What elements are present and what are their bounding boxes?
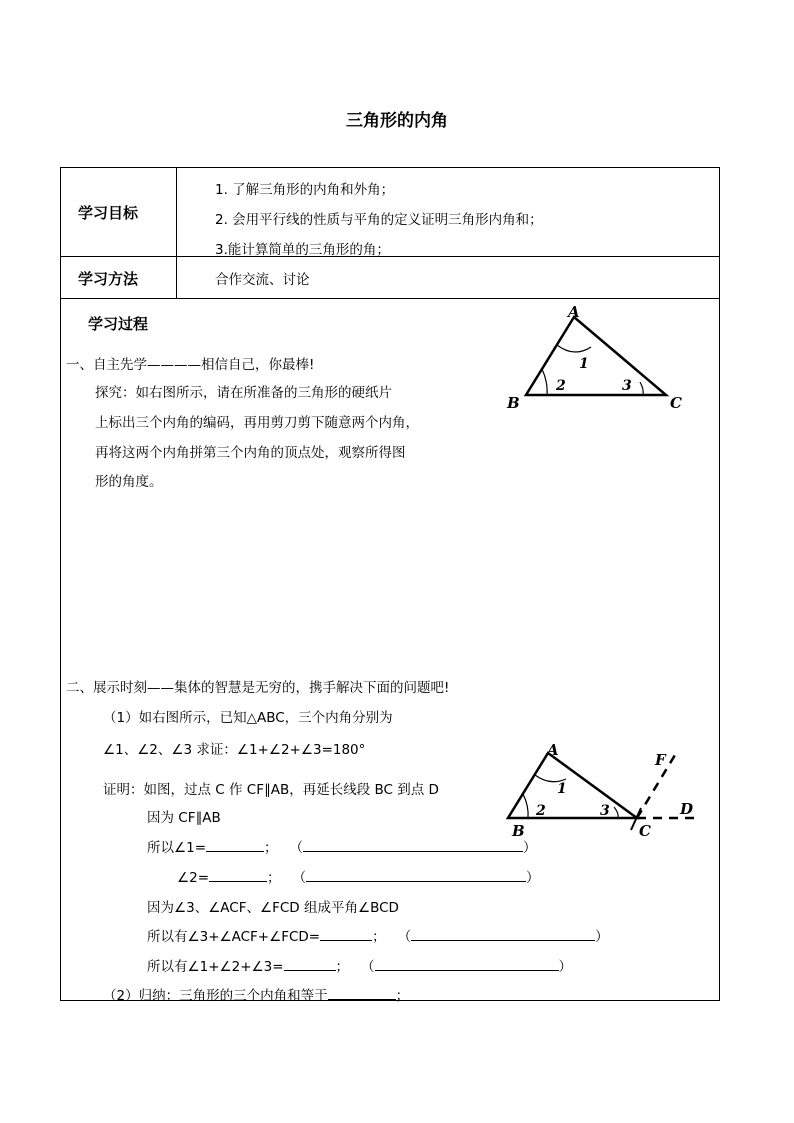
semicolon: ； [395,988,410,1004]
question-1: （1）如右图所示，已知△ABC，三个内角分别为 [103,710,393,726]
reason-blank[interactable] [306,881,526,882]
answer-blank[interactable] [206,851,264,852]
angle-label-1: 1 [579,356,589,372]
angle-arc-1 [557,345,591,352]
paren-open: （ [397,929,412,945]
proof-step-4-text: 所以有∠1+∠2+∠3= [147,959,284,975]
page-title: 三角形的内角 [346,111,448,131]
paren-close: ） [595,929,609,945]
angle-arc-3 [614,807,618,818]
part2-title: 二、展示时刻——集体的智慧是无穷的，携手解决下面的问题吧! [66,680,450,696]
goal-item: 3.能计算简单的三角形的角； [215,242,390,258]
row-divider [61,298,719,299]
angle-arc-3 [640,382,643,395]
proof-step-4 [147,955,572,975]
question-1-statement: ∠1、∠2、∠3 求证：∠1+∠2+∠3=180° [103,742,366,758]
answer-blank[interactable] [209,881,267,882]
goal-item: 2. 会用平行线的性质与平角的定义证明三角形内角和； [215,212,543,228]
angle-label-2: 2 [536,803,546,819]
proof-intro: 证明：如图，过点 C 作 CF∥AB，再延长线段 BC 到点 D [103,782,439,798]
vertex-label-b: B [512,822,525,840]
column-divider [176,168,177,298]
proof-step-2 [177,866,540,886]
vertex-label-c: C [639,822,651,840]
triangle-figure-1 [500,300,700,415]
paren-close: ） [558,959,573,975]
angle-label-2: 2 [556,378,566,394]
part1-line: 上标出三个内角的编码，再用剪刀剪下随意两个内角， [95,415,419,431]
proof-because-1: 因为 CF∥AB [147,810,221,826]
answer-blank[interactable] [284,970,336,971]
semicolon: ； [372,929,386,945]
semicolon: ； [335,959,350,975]
paren-close: ） [526,870,540,886]
proof-step-2-text: ∠2= [177,870,210,886]
vertex-label-a: A [547,741,559,759]
part1-line: 形的角度。 [95,474,163,490]
proof-step-1-text: 所以∠1= [147,840,207,856]
reason-blank[interactable] [375,970,559,971]
part1-line: 再将这两个内角拼第三个内角的顶点处，观察所得图 [95,445,406,461]
row-divider [61,256,719,257]
paren-open: （ [361,959,375,975]
method-label: 学习方法 [78,270,139,288]
vertex-label-b: B [507,394,520,412]
angle-label-3: 3 [622,378,632,394]
answer-blank[interactable] [320,940,372,941]
angle-arc-2 [542,369,547,395]
proof-step-1 [147,836,537,856]
reason-blank[interactable] [303,851,523,852]
point-label-d: D [680,800,694,818]
goals-label: 学习目标 [78,204,139,222]
semicolon: ； [267,870,281,886]
part1-title: 一、自主先学————相信自己，你最棒! [66,357,315,373]
answer-blank[interactable] [328,999,396,1000]
goal-item: 1. 了解三角形的内角和外角； [215,182,395,198]
semicolon: ； [264,840,278,856]
question-2 [103,984,409,1004]
angle-arc-2 [523,794,528,818]
proof-step-3-text: 所以有∠3+∠ACF+∠FCD= [147,929,321,945]
vertex-label-c: C [670,394,682,412]
method-value: 合作交流、讨论 [215,272,310,288]
process-heading: 学习过程 [88,315,149,333]
point-label-f: F [655,751,666,769]
angle-label-3: 3 [600,803,610,819]
triangle-figure-2 [500,738,710,848]
vertex-label-a: A [568,303,580,321]
paren-open: （ [289,840,304,856]
paren-close: ） [523,840,537,856]
proof-because-2: 因为∠3、∠ACF、∠FCD 组成平角∠BCD [147,900,399,916]
question-2-text: （2）归纳：三角形的三个内角和等于 [103,988,328,1004]
reason-blank[interactable] [411,940,595,941]
proof-step-3 [147,925,609,945]
part1-line: 探究：如右图所示，请在所准备的三角形的硬纸片 [95,385,392,401]
paren-open: （ [292,870,307,886]
angle-label-1: 1 [557,781,567,797]
